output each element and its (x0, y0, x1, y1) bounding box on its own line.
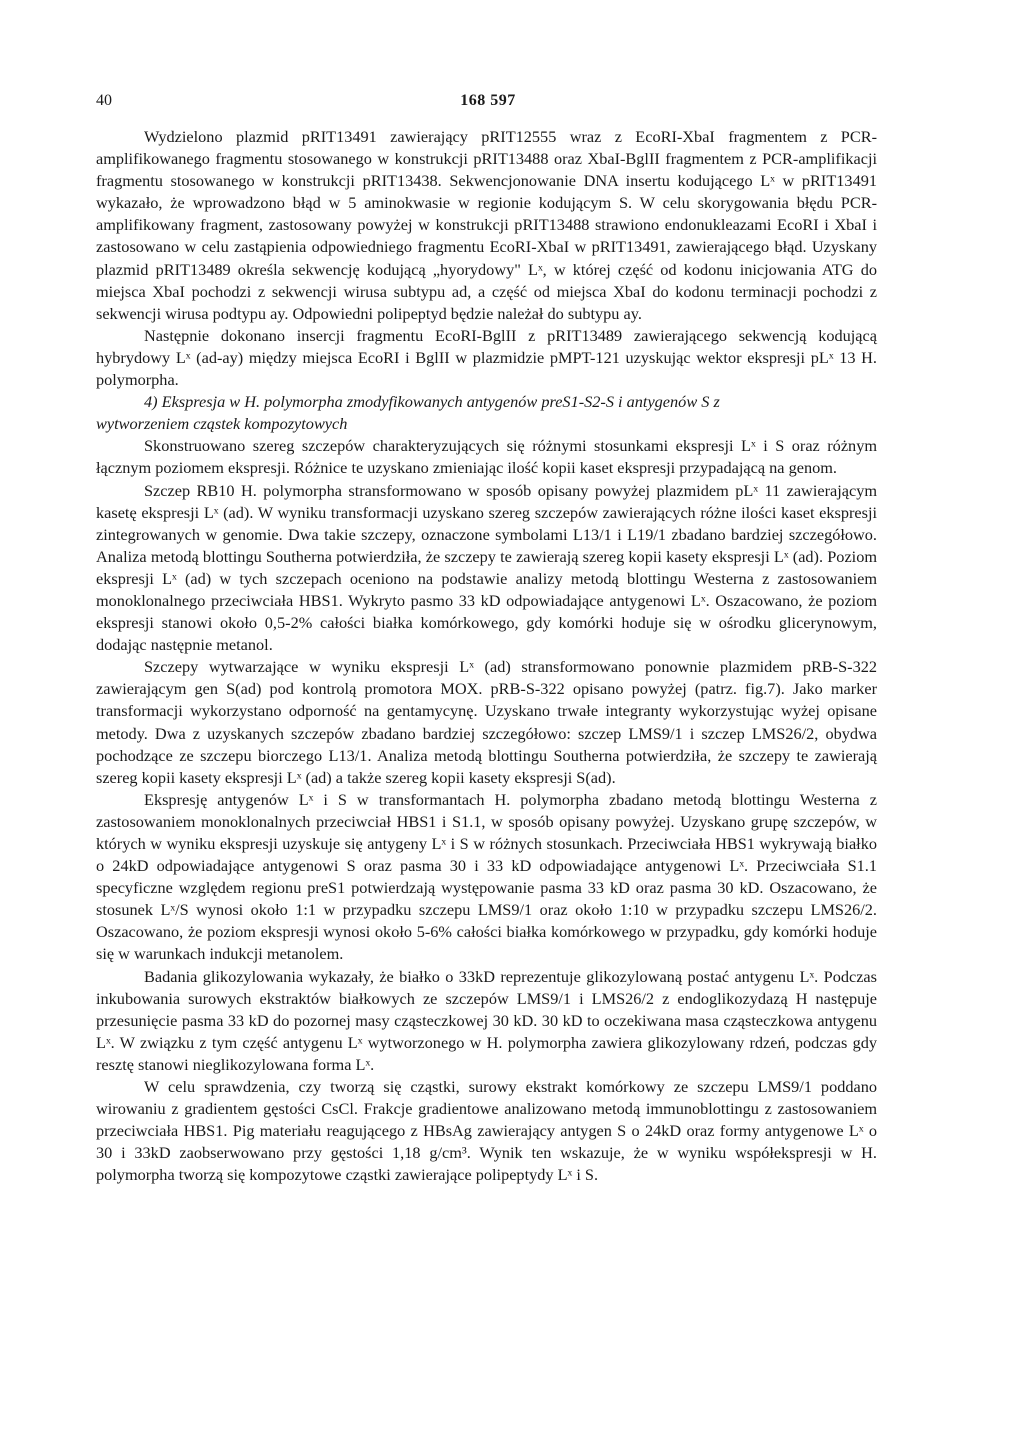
paragraph: Szczepy wytwarzające w wyniku ekspresji Lˣ (ad) stransformowano ponownie plazmidem pRB-S-322 zawierającym gen S(ad) pod kontrolą promotora MOX. pRB-S-322 opisano powyżej (patrz. fig.7). Jako marker transformacji wykorzystano odporność na gentamycynę. Uzyskano trwałe integranty wykorzystując wyżej opisane metody. Dwa z uzyskanych szczepów zbadano bardziej szczegółowo: szczep LMS9/1 i szczep LMS26/2, obydwa pochodzące ze szczepu biorczego L13/1. Analiza metodą blottingu Southerna potwierdziła, że szczepy te zawierają szereg kopii kasety ekspresji Lˣ (ad) a także szereg kopii kasety ekspresji S(ad). (96, 657, 877, 787)
paragraph: Skonstruowano szereg szczepów charakteryzujących się różnymi stosunkami ekspresji Lˣ i S oraz różnym łącznym poziomem ekspresji. Różnice te uzyskano zmieniając ilość kopii kaset ekspresji przypadającą na genom. (96, 436, 877, 478)
document-number: 168 597 (460, 92, 516, 109)
paragraph: Ekspresję antygenów Lˣ i S w transformantach H. polymorpha zbadano metodą blottingu Westerna z zastosowaniem monoklonalnych przeciwciał HBS1 i S1.1, w sposób opisany powyżej. Uzyskano grupę szczepów, w których w wyniku ekspresji uzyskuje się antygeny Lˣ i S w różnych stosunkach. Przeciwciała HBS1 wykrywają białko o 24kD odpowiadające antygenowi S oraz pasma 30 i 33 kD odpowiadające antygenowi Lˣ. Przeciwciała S1.1 specyficzne względem regionu preS1 potwierdzają występowanie pasma 33 kD oraz pasma 30 kD. Oszacowano, że stosunek Lˣ/S wynosi około 1:1 w przypadku szczepu LMS9/1 oraz około 1:10 w przypadku szczepu LMS26/2. Oszacowano, że poziom ekspresji wynosi około 5-6% całości białka komórkowego w przypadku, gdy komórki hoduje się w warunkach indukcji metanolem. (96, 789, 877, 964)
paragraph: Wydzielono plazmid pRIT13491 zawierający pRIT12555 wraz z EcoRI-XbaI fragmentem z PCR-amplifikowanego fragmentu stosowanego w konstrukcji pRIT13488 oraz XbaI-BglII fragmentem z PCR-amplifikacji fragmentu stosowanego w konstrukcji pRIT13438. Sekwencjonowanie DNA insertu kodującego Lˣ w pRIT13491 wykazało, że wprowadzono błąd w 5 aminokwasie w regionie kodującym S. W celu skorygowania błędu PCR-amplifikowany fragment, zastosowany powyżej w konstrukcji pRIT13488 strawiono endonukleazami EcoRI i XbaI i zastosowano w celu zastąpienia odpowiedniego fragmentu EcoRI-XbaI w pRIT13491, zawierającego błąd. Uzyskany plazmid pRIT13489 określa sekwencję kodującą „hyorydowy" Lˣ, w której część od kodonu inicjowania ATG do miejsca XbaI pochodzi z sekwencji wirusa subtypu ad, a część od miejsca XbaI do kodonu terminacji pochodzi z sekwencji wirusa podtypu ay. Odpowiedni polipeptyd będzie należał do subtypu ay. (96, 127, 877, 323)
body-text (96, 126, 877, 1187)
paragraph: Badania glikozylowania wykazały, że białko o 33kD reprezentuje glikozylowaną postać antygenu Lˣ. Podczas inkubowania surowych ekstraktów białkowych ze szczepów LMS9/1 i LMS26/2 z endoglikozydazą H następuje przesunięcie pasma 33 kD do pozornej masy cząsteczkowej 30 kD. 30 kD to oczekiwana masa cząsteczkowa antygenu Lˣ. W związku z tym część antygenu Lˣ wytworzonego w H. polymorpha zawiera glikozylowany rdzeń, podczas gdy resztę stanowi nieglikozylowana forma Lˣ. (96, 966, 877, 1074)
section-heading-line2: wytworzeniem cząstek kompozytowych (96, 414, 348, 434)
section-heading-line1: 4) Ekspresja w H. polymorpha zmodyfikowanych antygenów preS1-S2-S i antygenów S z (144, 392, 720, 412)
paragraph: W celu sprawdzenia, czy tworzą się cząstki, surowy ekstrakt komórkowy ze szczepu LMS9/1 poddano wirowaniu z gradientem gęstości CsCl. Frakcje gradientowe analizowano metodą immunoblottingu z zastosowaniem przeciwciała HBS1. Pig materiału reagującego z HBsAg zawierający antygen S o 24kD oraz formy antygenowe Lˣ o 30 i 33kD zaobserwowano przy gęstości 1,18 g/cm³. Wynik ten wskazuje, że w wyniku współekspresji w H. polymorpha tworzą się kompozytowe cząstki zawierające polipeptydy Lˣ i S. (96, 1077, 877, 1185)
paragraph: Następnie dokonano insercji fragmentu EcoRI-BglII z pRIT13489 zawierającego sekwencją kodującą hybrydowy Lˣ (ad-ay) między miejsca EcoRI i BglII w plazmidzie pMPT-121 uzyskując wektor ekspresji pLˣ 13 H. polymorpha. (96, 325, 877, 390)
paragraph: Szczep RB10 H. polymorpha stransformowano w sposób opisany powyżej plazmidem pLˣ 11 zawierającym kasetę ekspresji Lˣ (ad). W wyniku transformacji uzyskano szereg szczepów zawierających różne ilości kaset ekspresji zintegrowanych w genomie. Dwa takie szczepy, oznaczone symbolami L13/1 i L19/1 zbadano bardziej szczegółowo. Analiza metodą blottingu Southerna potwierdziła, że szczepy te zawierają szereg kopii kasety ekspresji Lˣ (ad). Poziom ekspresji Lˣ (ad) w tych szczepach oceniono na podstawie analizy metodą blottingu Westerna z zastosowaniem monoklonalnego przeciwciała HBS1. Wykryto pasmo 33 kD odpowiadające antygenowi Lˣ. Oszacowano, że poziom ekspresji stanowi około 0,5-2% całości białka komórkowego, gdy komórki hoduje się w ośrodku glicerynowym, dodając następnie metanol. (96, 480, 877, 655)
page-number: 40 (96, 92, 112, 109)
page-header (96, 92, 880, 116)
section-heading (96, 391, 877, 435)
